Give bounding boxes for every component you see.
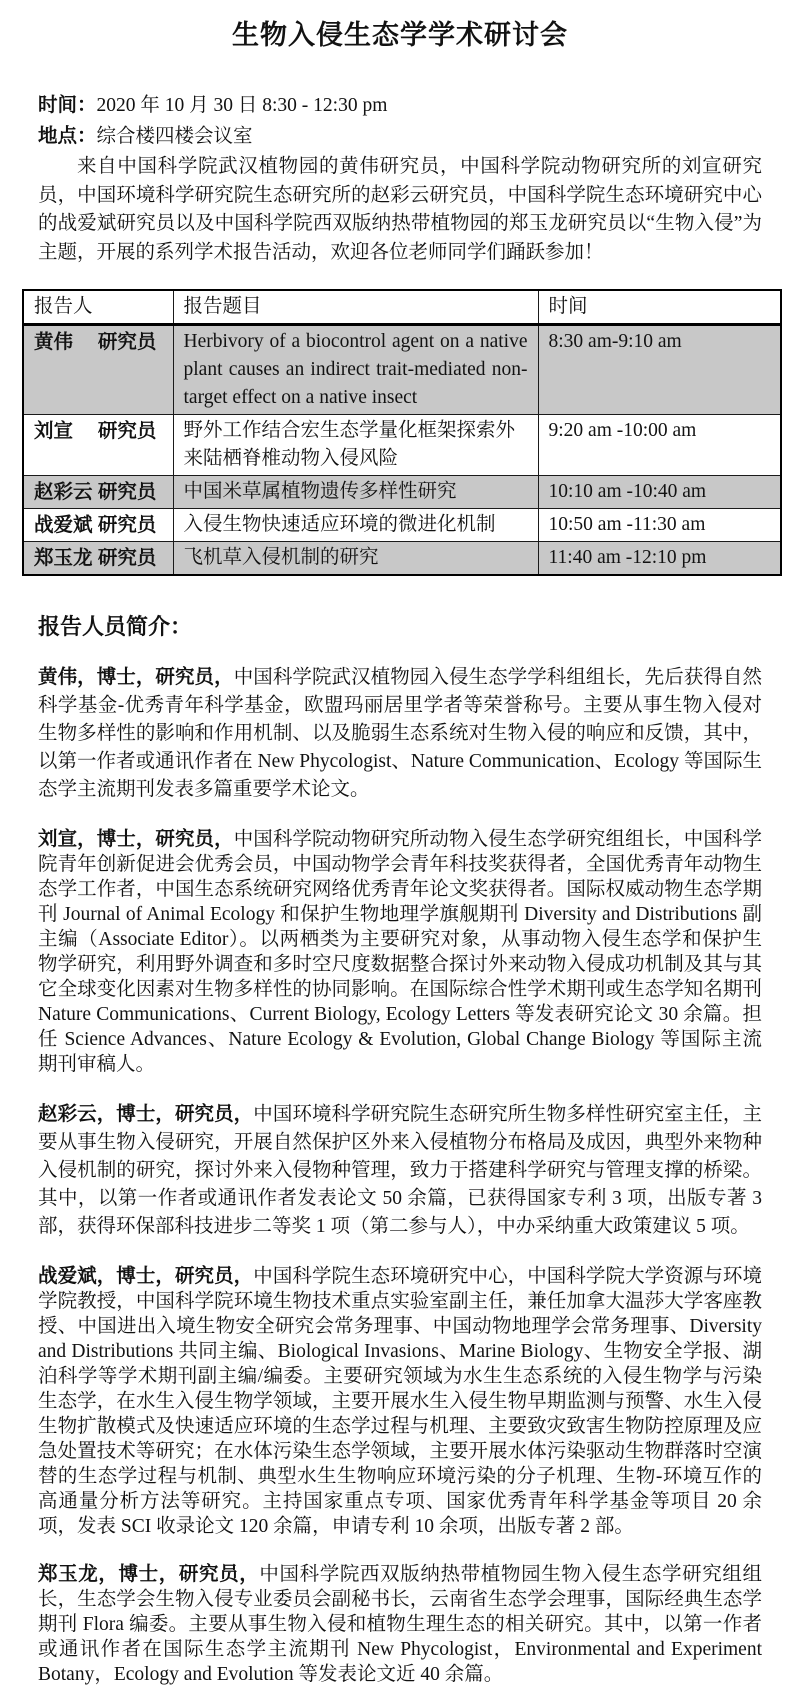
intro-paragraph: 来自中国科学院武汉植物园的黄伟研究员，中国科学院动物研究所的刘宣研究员，中国环境科学研究院生态研究所的赵彩云研究员，中国科学院生态环境研究中心的战爱斌研究员以及中国科学院西双版纳热带植物园的郑玉龙研究员以“生物入侵”为主题，开展的系列学术报告活动，欢迎各位老师同学们踊跃参加！ <box>38 156 762 263</box>
time-cell: 10:10 am -10:40 am <box>538 476 781 509</box>
time-cell: 9:20 am -10:00 am <box>538 415 781 476</box>
bio-text: 中国科学院西双版纳热带植物园生物入侵生态学研究组组长，生态学会生物入侵专业委员会副秘书长，云南省生态学会理事，国际经典生态学期刊 Flora 编委。主要从事生物入侵和植物生理生态的相关研究。其中，以第一作者或通讯作者在国际生态学主流期刊 New Phycologist，Environmental and Experiment Botany，Ecology and Evolution 等发表论文近 40 余篇。 <box>38 1564 762 1685</box>
bios-heading: 报告人员简介： <box>38 614 193 639</box>
bio-text: 中国科学院动物研究所动物入侵生态学研究组组长，中国科学院青年创新促进会优秀会员，中国动物学会青年科技奖获得者，全国优秀青年动物生态学工作者，中国生态系统研究网络优秀青年论文奖获得者。国际权威动物生态学期刊 Journal of Animal Ecology 和保护生物地理学旗舰期刊 Diversity and Distributions 副主编（Associate Editor）。以两栖类为主要研究对象，从事动物入侵生态学和保护生物学研究，利用野外调查和多时空尺度数据整合探讨外来动物入侵成功机制及其与其它全球变化因素对生物多样性的协同影响。在国际综合性学术期刊或生态学知名期刊 Nature Communications、Current Biology, Ecology Letters 等发表研究论文 30 余篇。担任 Science Advances、Nature Ecology & Evolution, Global Change Biology 等国际主流期刊审稿人。 <box>38 829 762 1075</box>
bio-name: 战爱斌，博士，研究员， <box>38 1265 254 1287</box>
speaker-cell: 战爱斌 研究员 <box>23 509 173 542</box>
info-line-time <box>38 90 762 121</box>
table-row <box>23 325 781 415</box>
speaker-cell: 刘宣 研究员 <box>23 415 173 476</box>
schedule-table-header <box>23 290 781 325</box>
bio-paragraph-zhaocaiyun <box>38 1100 762 1241</box>
time-cell: 10:50 am -11:30 am <box>538 509 781 542</box>
page-title: 生物入侵生态学学术研讨会 <box>232 20 568 50</box>
topic-cell: 飞机草入侵机制的研究 <box>173 542 538 576</box>
topic-cell: 野外工作结合宏生态学量化框架探索外来陆栖脊椎动物入侵风险 <box>173 415 538 476</box>
bio-text: 中国科学院生态环境研究中心，中国科学院大学资源与环境学院教授，中国科学院环境生物技术重点实验室副主任，兼任加拿大温莎大学客座教授、中国进出入境生物安全研究会常务理事、中国动物地理学会常务理事、Diversity and Distributions 共同主编、Biological Invasions、Marine Biology、生物安全学报、湖泊科学等学术期刊副主编/编委。主要研究领域为水生生态系统的入侵生物学与污染生态学，在水生入侵生物学领域，主要开展水生入侵生物早期监测与预警、水生入侵生物扩散模式及快速适应环境的生态学过程与机理、主要致灾致害生物防控原理及应急处置技术等研究；在水体污染生态学领域，主要开展水体污染驱动生物群落时空演替的生态学过程与机制、典型水生生物响应环境污染的分子机理、生物-环境互作的高通量分析方法等研究。主持国家重点专项、国家优秀青年科学基金等项目 20 余项，发表 SCI 收录论文 120 余篇，申请专利 10 余项，出版专著 2 部。 <box>38 1266 762 1537</box>
bio-text: 中国科学院武汉植物园入侵生态学学科组组长，先后获得自然科学基金-优秀青年科学基金，欧盟玛丽居里学者等荣誉称号。主要从事生物入侵对生物多样性的影响和作用机制、以及脆弱生态系统对生物入侵的响应和反馈，其中，以第一作者或通讯作者在 New Phycologist、Nature Communication、Ecology 等国际生态学主流期刊发表多篇重要学术论文。 <box>38 667 762 800</box>
table-row <box>23 415 781 476</box>
bio-name: 刘宣，博士，研究员， <box>38 828 234 850</box>
bio-name: 赵彩云，博士，研究员， <box>38 1103 254 1125</box>
time-value: 2020 年 10 月 30 日 8:30 - 12:30 pm <box>96 95 388 116</box>
topic-cell: 中国米草属植物遗传多样性研究 <box>173 476 538 509</box>
bio-paragraph-zhengyulong <box>38 1562 762 1687</box>
topic-cell: 入侵生物快速适应环境的微进化机制 <box>173 509 538 542</box>
bio-paragraph-zhanaibin <box>38 1264 762 1539</box>
col-header-speaker: 报告人 <box>23 290 173 325</box>
time-label: 时间： <box>38 94 97 116</box>
bio-paragraph-huangwei <box>38 663 762 804</box>
header-row <box>23 290 781 325</box>
col-header-time: 时间 <box>538 290 781 325</box>
table-row <box>23 509 781 542</box>
bio-paragraph-liuxuan <box>38 827 762 1077</box>
speaker-cell: 黄伟 研究员 <box>23 325 173 415</box>
time-cell: 8:30 am-9:10 am <box>538 325 781 415</box>
table-row <box>23 476 781 509</box>
info-block <box>38 90 762 267</box>
col-header-topic: 报告题目 <box>173 290 538 325</box>
bio-name: 郑玉龙，博士，研究员， <box>38 1563 260 1585</box>
table-row <box>23 542 781 576</box>
schedule-table-body <box>23 325 781 576</box>
info-line-location <box>38 121 762 152</box>
location-label: 地点： <box>38 125 97 147</box>
location-value: 综合楼四楼会议室 <box>96 126 253 147</box>
bio-text: 中国环境科学研究院生态研究所生物多样性研究室主任，主要从事生物入侵研究，开展自然保护区外来入侵植物分布格局及成因，典型外来物种入侵机制的研究，探讨外来入侵物种管理，致力于搭建科学研究与管理支撑的桥梁。其中，以第一作者或通讯作者发表论文 50 余篇，已获得国家专利 3 项，出版专著 3 部，获得环保部科技进步二等奖 1 项（第二参与人），中办采纳重大政策建议 5 项。 <box>38 1104 762 1237</box>
speaker-cell: 郑玉龙 研究员 <box>23 542 173 576</box>
topic-cell: Herbivory of a biocontrol agent on a native plant causes an indirect trait-mediated non-target effect on a native insect <box>173 325 538 415</box>
speaker-cell: 赵彩云 研究员 <box>23 476 173 509</box>
schedule-table <box>22 289 782 576</box>
bio-name: 黄伟，博士，研究员， <box>38 666 234 688</box>
time-cell: 11:40 am -12:10 pm <box>538 542 781 576</box>
